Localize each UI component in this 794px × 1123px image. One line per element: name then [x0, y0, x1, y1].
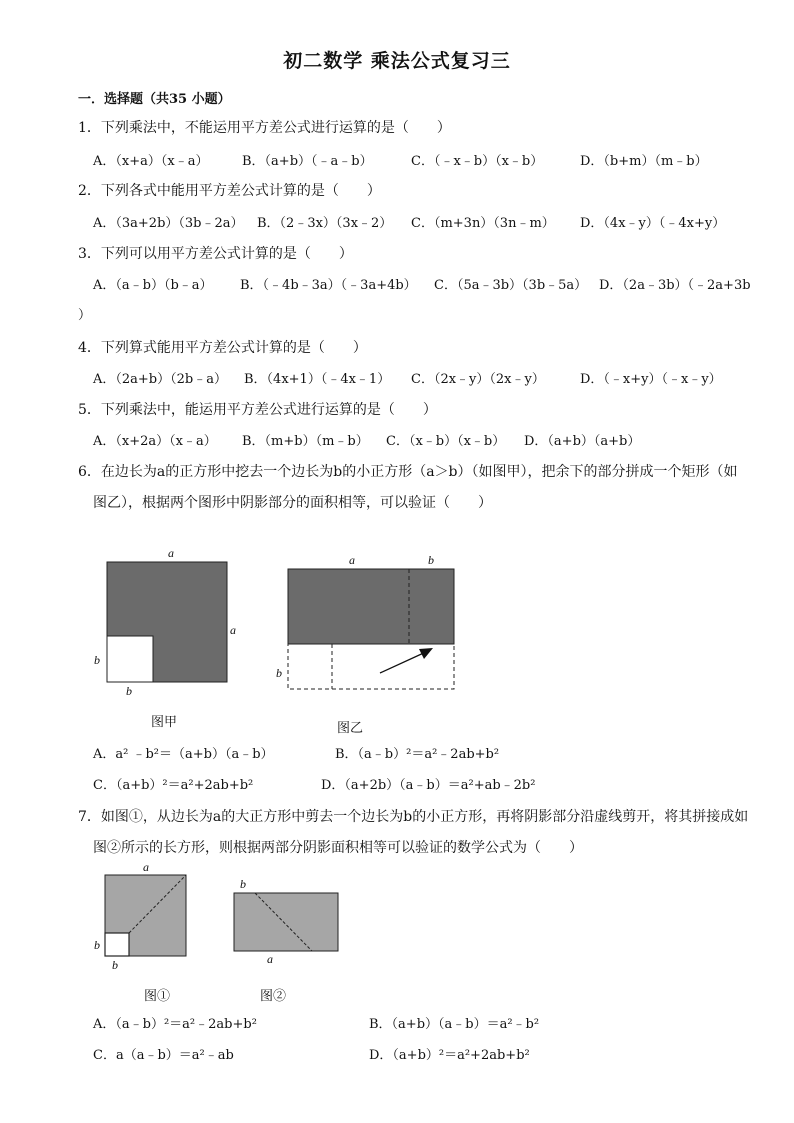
question-5-stem: 5．下列乘法中，能运用平方差公式进行运算的是（ ） — [78, 402, 437, 418]
q3-option-b[interactable]: B．（﹣4b﹣3a）（﹣3a+4b） — [240, 278, 417, 293]
fig2-caption: 图② — [260, 989, 287, 1004]
q1-option-d[interactable]: D．（b+m）（m﹣b） — [580, 154, 708, 169]
fig-jia-label-a-top: a — [168, 546, 174, 560]
q7-option-c[interactable]: C．a（a﹣b）＝a²﹣ab — [93, 1048, 234, 1063]
q5-option-d[interactable]: D．（a+b）（a+b） — [524, 434, 641, 449]
fig1-label-a-top: a — [143, 860, 149, 874]
fig1-label-b-left: b — [94, 938, 100, 952]
q4-option-b[interactable]: B．（4x+1）（﹣4x﹣1） — [244, 372, 391, 387]
q3-option-a[interactable]: A．（a﹣b）（b﹣a） — [93, 278, 213, 293]
q1-option-c[interactable]: C．（﹣x﹣b）（x﹣b） — [411, 154, 544, 169]
q5-option-b[interactable]: B．（m+b）（m﹣b） — [242, 434, 369, 449]
q3-option-c[interactable]: C．（5a﹣3b）（3b﹣5a） — [434, 278, 588, 293]
q4-option-d[interactable]: D．（﹣x+y）（﹣x﹣y） — [580, 372, 722, 387]
fig-jia-caption: 图甲 — [151, 715, 178, 730]
question-7-stem-line2: 图②所示的长方形，则根据两部分阴影面积相等可以验证的数学公式为（ ） — [93, 840, 583, 856]
question-3-stem: 3．下列可以用平方差公式计算的是（ ） — [78, 246, 353, 262]
question-6-stem-line2: 图乙），根据两个图形中阴影部分的面积相等，可以验证（ ） — [93, 495, 492, 511]
fig1-label-b-bottom: b — [112, 958, 118, 972]
q1-option-b[interactable]: B．（a+b）（﹣a﹣b） — [242, 154, 373, 169]
q4-option-c[interactable]: C．（2x﹣y）（2x﹣y） — [411, 372, 545, 387]
q2-option-c[interactable]: C．（m+3n）（3n﹣m） — [411, 216, 555, 231]
q1-option-a[interactable]: A．（x+a）（x﹣a） — [93, 154, 209, 169]
section-heading: 一．选择题（共35 小题） — [78, 92, 231, 107]
q6-option-b[interactable]: B．（a﹣b）²＝a²﹣2ab+b² — [335, 747, 500, 762]
fig-jia-label-a-right: a — [230, 623, 236, 637]
fig-yi-label-b-left: b — [276, 666, 282, 680]
q2-option-b[interactable]: B．（2﹣3x）（3x﹣2） — [257, 216, 393, 231]
q5-option-c[interactable]: C．（x﹣b）（x﹣b） — [386, 434, 506, 449]
fig1-caption: 图① — [144, 989, 171, 1004]
q6-option-d[interactable]: D．（a+2b）（a﹣b）＝a²+ab﹣2b² — [321, 778, 536, 793]
q7-option-b[interactable]: B．（a+b）（a﹣b）＝a²﹣b² — [369, 1017, 540, 1032]
question-4-stem: 4．下列算式能用平方差公式计算的是（ ） — [78, 340, 367, 356]
fig-jia-label-b-bottom: b — [126, 684, 132, 698]
q2-option-a[interactable]: A．（3a+2b）（3b﹣2a） — [93, 216, 244, 231]
question-7-stem-line1: 7．如图①，从边长为a的大正方形中剪去一个边长为b的小正方形，再将阴影部分沿虚线剪开，将其拼接成如 — [78, 809, 749, 825]
q7-option-d[interactable]: D．（a+b）²＝a²+2ab+b² — [369, 1048, 530, 1063]
q6-option-c[interactable]: C．（a+b）²＝a²+2ab+b² — [93, 778, 254, 793]
fig2-label-a-bottom: a — [267, 952, 273, 966]
q3-option-d[interactable]: D．（2a﹣3b）（﹣2a+3b — [599, 278, 751, 293]
q4-option-a[interactable]: A．（2a+b）（2b﹣a） — [93, 372, 227, 387]
fig2-label-b-top: b — [240, 877, 246, 891]
question-2-stem: 2．下列各式中能用平方差公式计算的是（ ） — [78, 183, 381, 199]
fig-yi-label-a: a — [349, 553, 355, 567]
fig-yi-caption: 图乙 — [337, 721, 364, 736]
page-title: 初二数学 乘法公式复习三 — [283, 50, 511, 72]
q2-option-d[interactable]: D．（4x﹣y）（﹣4x+y） — [580, 216, 726, 231]
q3-option-d-wrap: ） — [78, 308, 92, 323]
q6-option-a[interactable]: A．a² ﹣b²＝（a+b）（a﹣b） — [93, 747, 274, 762]
question-1-stem: 1．下列乘法中，不能运用平方差公式进行运算的是（ ） — [78, 120, 451, 136]
fig-yi-label-b: b — [428, 553, 434, 567]
q7-option-a[interactable]: A．（a﹣b）²＝a²﹣2ab+b² — [93, 1017, 257, 1032]
fig-jia-label-b-left: b — [94, 653, 100, 667]
q5-option-a[interactable]: A．（x+2a）（x﹣a） — [93, 434, 217, 449]
question-6-stem-line1: 6．在边长为a的正方形中挖去一个边长为b的小正方形（a＞b）（如图甲），把余下的部分拼成一个矩形（如 — [78, 464, 738, 480]
